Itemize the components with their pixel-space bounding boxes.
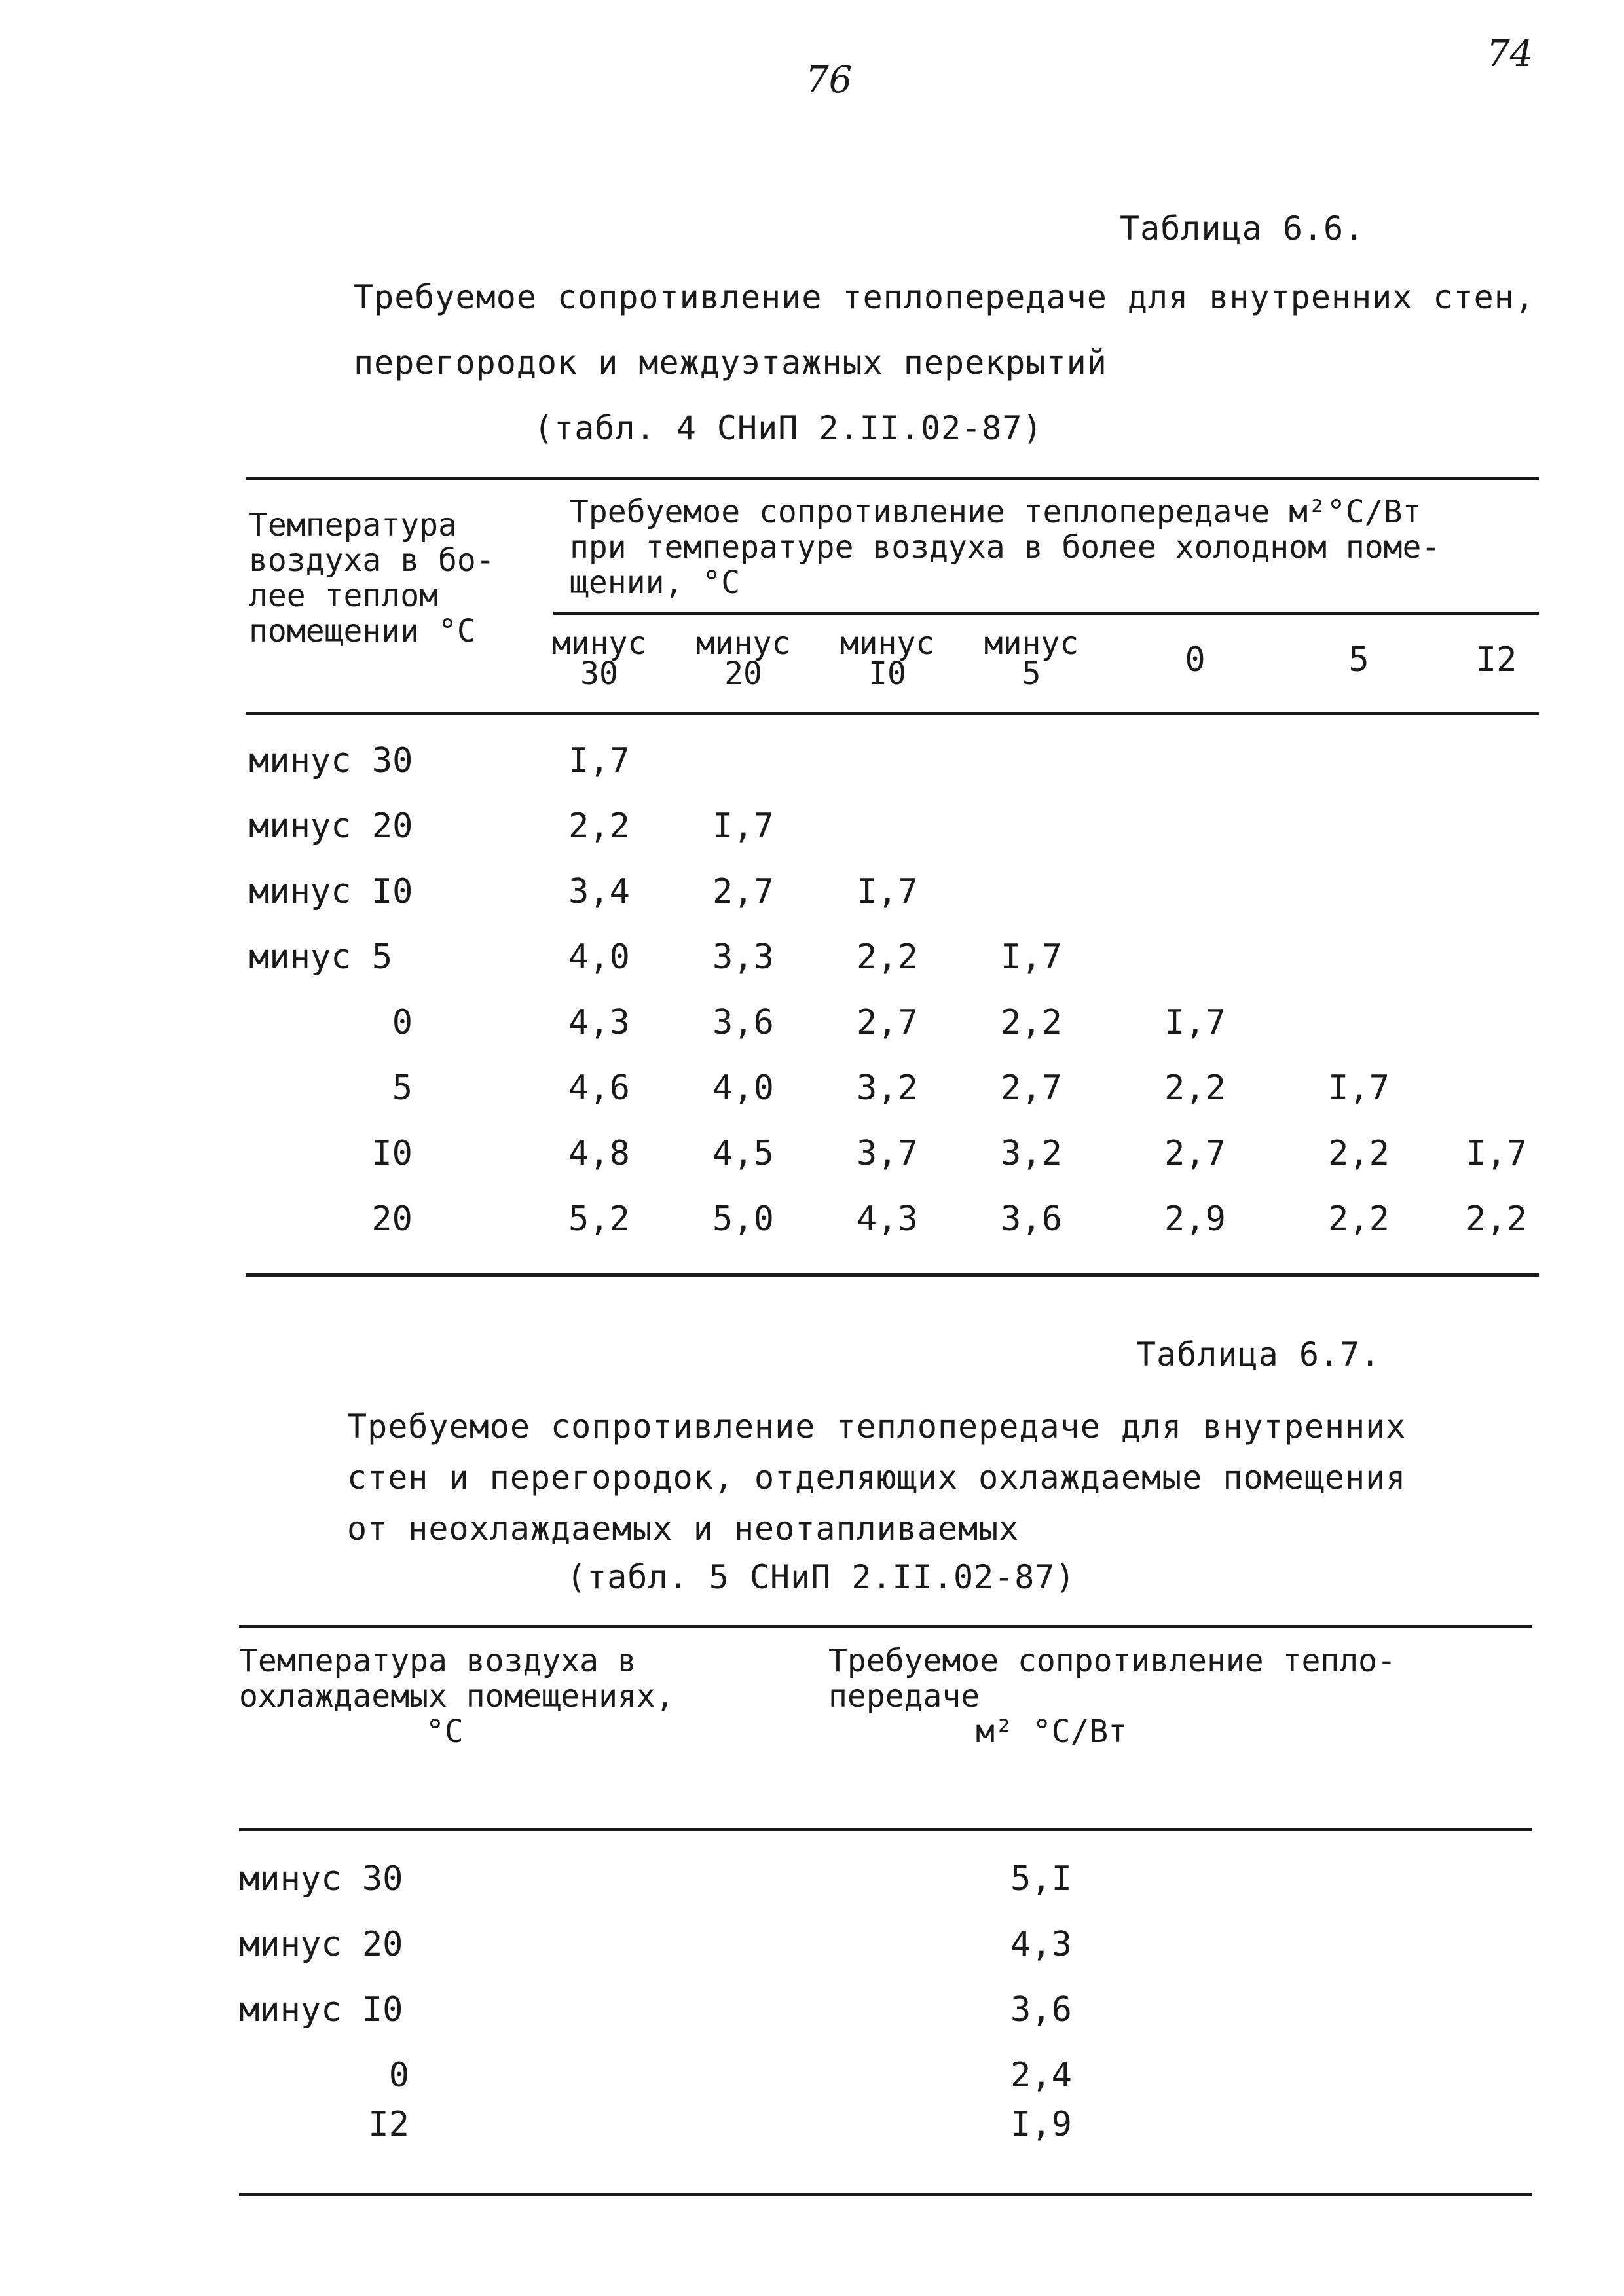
table-title-line: перегородок и междуэтажных перекрытий [354, 344, 1107, 382]
table-title-line: от неохлаждаемых и неотапливаемых [347, 1510, 1020, 1548]
header-right-line: м² °С/Вт [976, 1713, 1128, 1750]
header-left-line: Температура [249, 507, 457, 543]
column-header [835, 625, 940, 692]
header-left-line: помещении °С [249, 613, 476, 649]
table-cell: 2,2 [1164, 1068, 1226, 1108]
table-cell: 3,6 [1001, 1199, 1062, 1239]
table-cell: I,7 [712, 807, 774, 846]
table-caption: Таблица 6.7. [1136, 1336, 1381, 1374]
table-cell: 3,7 [857, 1134, 918, 1173]
table-cell: I,7 [1466, 1134, 1527, 1173]
row-label: минус 20 [249, 807, 413, 846]
column-header-line: минус [551, 625, 647, 662]
row-label: 5 [392, 1068, 413, 1108]
table-cell: 2,7 [1001, 1068, 1062, 1108]
header-right-line: щении, °С [570, 564, 741, 601]
column-header-line: 5 [1022, 655, 1041, 692]
table-cell: 2,2 [1001, 1003, 1062, 1042]
column-header-line: минус [695, 625, 791, 662]
table-cell: I,9 [1010, 2105, 1072, 2144]
table-cell: 4,6 [568, 1068, 630, 1108]
table-cell: 3,4 [568, 872, 630, 911]
row-label: минус 30 [249, 741, 413, 780]
table-cell: 3,6 [1010, 1990, 1072, 2030]
table-cell: 3,2 [1001, 1134, 1062, 1173]
row-label: 0 [392, 1003, 413, 1042]
table-cell: 2,2 [568, 807, 630, 846]
table-cell: 4,8 [568, 1134, 630, 1173]
table-cell: 2,9 [1164, 1199, 1226, 1239]
column-header-line: I0 [868, 655, 906, 692]
header-left-line: охлаждаемых помещениях, [239, 1678, 674, 1715]
header-right-line: Требуемое сопротивление теплопередаче м²°С/Вт [570, 494, 1422, 530]
column-header [691, 625, 796, 692]
table-cell: 2,7 [1164, 1134, 1226, 1173]
row-label: минус 5 [249, 938, 393, 977]
table-cell: 2,2 [1466, 1199, 1527, 1239]
header-right-line: при температуре воздуха в более холодном поме- [570, 529, 1441, 566]
table-title-line: стен и перегородок, отделяющих охлаждаемые помещения [347, 1459, 1407, 1497]
header-bottom-rule [239, 1828, 1532, 1831]
header-right-line: Требуемое сопротивление тепло- [828, 1643, 1396, 1679]
table-title-line: Требуемое сопротивление теплопередаче для внутренних [347, 1408, 1407, 1446]
header-left-line: лее теплом [249, 577, 438, 614]
header-left-line: °С [426, 1713, 464, 1750]
table-cell: 2,7 [712, 872, 774, 911]
table-top-rule [239, 1625, 1532, 1628]
table-cell: 4,5 [712, 1134, 774, 1173]
header-left-line: Температура воздуха в [239, 1643, 637, 1679]
table-cell: 4,0 [568, 938, 630, 977]
table-cell: 2,2 [857, 938, 918, 977]
page-number-center: 76 [805, 59, 853, 101]
column-header: 5 [1348, 640, 1369, 680]
table-cell: I,7 [1328, 1068, 1390, 1108]
table-cell: 2,2 [1328, 1134, 1390, 1173]
column-header [979, 625, 1084, 692]
header-left [249, 507, 495, 649]
header-right-line: передаче [828, 1678, 980, 1715]
table-cell: 4,0 [712, 1068, 774, 1108]
column-header-line: минус [840, 625, 935, 662]
table-cell: 2,7 [857, 1003, 918, 1042]
table-caption: Таблица 6.6. [1120, 210, 1365, 247]
table-cell: 3,6 [712, 1003, 774, 1042]
row-label: 0 [388, 2056, 409, 2095]
table-cell: I,7 [568, 741, 630, 780]
row-label: минус 20 [239, 1925, 403, 1964]
column-header: 0 [1185, 640, 1206, 680]
table-cell: 2,4 [1010, 2056, 1072, 2095]
column-header [547, 625, 652, 692]
table-cell: I,7 [1164, 1003, 1226, 1042]
header-left-line: воздуха в бо- [249, 542, 495, 579]
table-bottom-rule [246, 1273, 1539, 1277]
header-right [570, 494, 1440, 600]
page-number-right: 74 [1486, 33, 1534, 75]
table-cell: 3,3 [712, 938, 774, 977]
table-cell: 4,3 [1010, 1925, 1072, 1964]
table-cell: I,7 [1001, 938, 1062, 977]
table-cell: 4,3 [568, 1003, 630, 1042]
table-bottom-rule [239, 2193, 1532, 2196]
row-label: минус 30 [239, 1859, 403, 1899]
header-left [239, 1643, 674, 1749]
header-divider-rule [553, 612, 1539, 615]
column-header: I2 [1475, 640, 1517, 680]
column-header-line: 30 [580, 655, 618, 692]
table-cell: 2,2 [1328, 1199, 1390, 1239]
row-label: минус I0 [249, 872, 413, 911]
row-label: 20 [371, 1199, 413, 1239]
table-cell: 5,2 [568, 1199, 630, 1239]
header-bottom-rule [246, 712, 1539, 715]
table-source: (табл. 4 СНиП 2.II.02-87) [534, 409, 1043, 447]
row-label: минус I0 [239, 1990, 403, 2030]
table-title-line: Требуемое сопротивление теплопередаче для внутренних стен, [354, 278, 1535, 316]
table-cell: 5,I [1010, 1859, 1072, 1899]
row-label: I0 [371, 1134, 413, 1173]
row-label: I2 [368, 2105, 409, 2144]
table-cell: 5,0 [712, 1199, 774, 1239]
table-cell: 4,3 [857, 1199, 918, 1239]
header-right [828, 1643, 1396, 1749]
table-cell: 3,2 [857, 1068, 918, 1108]
table-source: (табл. 5 СНиП 2.II.02-87) [566, 1558, 1076, 1596]
table-cell: I,7 [857, 872, 918, 911]
table-top-rule [246, 477, 1539, 480]
column-header-line: минус [984, 625, 1079, 662]
column-header-line: 20 [724, 655, 762, 692]
